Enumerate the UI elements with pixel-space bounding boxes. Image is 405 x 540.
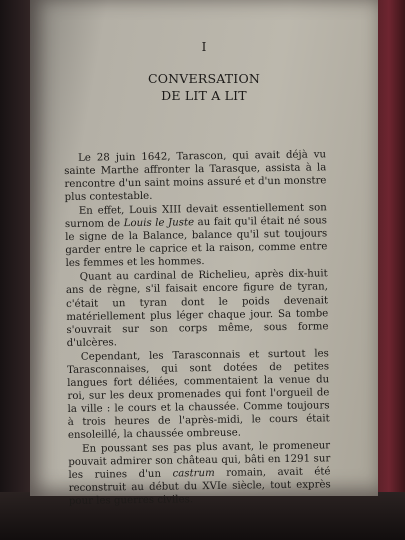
chapter-title-line-2: DE LIT A LIT bbox=[161, 88, 247, 103]
body-text bbox=[64, 148, 331, 509]
paragraph-2-italic: Louis le Juste bbox=[123, 217, 195, 230]
paragraph-5-italic: castrum bbox=[172, 468, 215, 480]
paragraph-2-text-start: En effet, Louis XIII devait essentiellement son surnom de bbox=[64, 202, 327, 231]
book-page bbox=[30, 0, 378, 508]
chapter-title-line-1: CONVERSATION bbox=[147, 71, 261, 86]
paragraph-1: Le 28 juin 1642, Tarascon, qui avait déjà vu sainte Marthe affronter la Tarasque, assista à la rencontre d'un saint moins assuré et d'un monstre plus contestable. bbox=[64, 149, 327, 204]
chapter-number: I bbox=[201, 40, 207, 54]
chapter-title bbox=[30, 70, 378, 104]
paragraph-2-text-end: au fait qu'il était né sous le signe de la Balance, balance qu'il sut toujours garder entre le caprice et la raison, comme entre les femmes et les hommes. bbox=[65, 215, 328, 270]
paragraph-4: Cependant, les Tarasconnais et surtout les Tarasconnaises, qui sont dotées de petites langues fort déliées, commentaient la venue du roi, sur les deux promenades qui font l'orgueil de la ville : le cours et la chaussée. Comme toujours à trois heures de l'après-midi, le cours était ensoleillé, la chaussée ombreuse. bbox=[66, 348, 330, 441]
paragraph-5-text-end: romain, avait été reconstruit au début du XVIe siècle, tout exprès pour les guerres civiles. bbox=[68, 466, 331, 508]
paragraph-5-text-start: En poussant ses pas plus avant, le promeneur pouvait admirer son château qui, bâti en 1291 sur les ruines d'un bbox=[68, 440, 331, 482]
paragraph-5 bbox=[68, 439, 331, 508]
paragraph-3: Quant au cardinal de Richelieu, après dix-huit ans de règne, s'il faisait encore figure de tyran, c'était un tyran dont le poids devenait matériellement plus léger chaque jour. Sa tombe s'ouvrait sur son corps même, sous forme d'ulcères. bbox=[65, 268, 329, 349]
paragraph-2 bbox=[65, 202, 328, 271]
